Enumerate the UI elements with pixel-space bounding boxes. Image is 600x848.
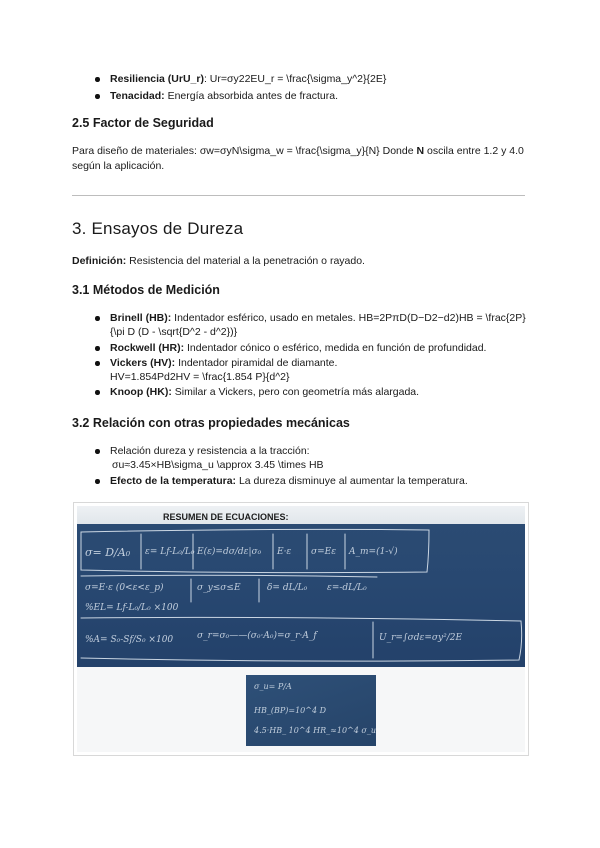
- svg-text:σ=Eε: σ=Eε: [311, 547, 337, 557]
- svg-text:E·ε: E·ε: [277, 547, 292, 557]
- safety-factor-paragraph: Para diseño de materiales: σw=σyN\sigma_w = \frac{\sigma_y}{N} Donde N oscila entre 1.2 y 4.0 según la aplicación.: [72, 145, 524, 172]
- svg-text:%EL= Lf-L₀/L₀ ×100: %EL= Lf-L₀/L₀ ×100: [85, 603, 179, 613]
- svg-text:ε= Lf-L₀/L₀: ε= Lf-L₀/L₀: [145, 547, 195, 557]
- svg-text:δ= dL/L₀: δ= dL/L₀: [267, 583, 308, 593]
- list-item: Knoop (HK): Similar a Vickers, pero con geometría más alargada.: [72, 385, 532, 399]
- svg-text:ε=-dL/L₀: ε=-dL/L₀: [327, 583, 367, 593]
- list-item: Vickers (HV): Indentador piramidal de diamante. HV=1.854Pd2HV = \frac{1.854 P}{d^2}: [72, 356, 355, 384]
- svg-text:4.5·HB_ 10^4 HR_≈10^4 σ_u: 4.5·HB_ 10^4 HR_≈10^4 σ_u: [254, 726, 376, 735]
- svg-text:σ= D/A₀: σ= D/A₀: [85, 546, 131, 559]
- board-header: [77, 506, 525, 526]
- svg-text:E(ε)=dσ/dε|σ₀: E(ε)=dσ/dε|σ₀: [197, 547, 262, 557]
- equations-summary-photo: [73, 502, 529, 756]
- list-item: Efecto de la temperatura: La dureza disminuye al aumentar la temperatura.: [72, 474, 532, 488]
- board-title: RESUMEN DE ECUACIONES:: [163, 512, 289, 522]
- methods-list: [72, 311, 532, 399]
- svg-text:σ_r=σ₀——(σ₀·A₀)=σ_r·A_f: σ_r=σ₀——(σ₀·A₀)=σ_r·A_f: [197, 631, 317, 641]
- svg-text:σ_y≤σ≤E: σ_y≤σ≤E: [197, 583, 241, 593]
- section-heading-3-2: 3.2 Relación con otras propiedades mecánicas: [72, 416, 350, 430]
- section-heading-3: 3. Ensayos de Dureza: [72, 219, 244, 238]
- chalk-equations-drawing: [77, 524, 525, 667]
- svg-text:σ_u= P/A: σ_u= P/A: [254, 682, 292, 691]
- svg-text:HB_(BP)=10^4 D: HB_(BP)=10^4 D: [254, 706, 326, 715]
- list-item: Tenacidad: Energía absorbida antes de fractura.: [72, 89, 532, 103]
- svg-text:U_r=∫σdε=σy²/2E: U_r=∫σdε=σy²/2E: [379, 633, 463, 643]
- svg-text:σ=E·ε (0<ε<ε_p): σ=E·ε (0<ε<ε_p): [85, 583, 164, 593]
- list-item: Relación dureza y resistencia a la tracción: σu≈3.45×HB\sigma_u \approx 3.45 \times HB: [72, 444, 532, 472]
- chalk-equations-detail-drawing: [246, 675, 376, 746]
- section-heading-3-1: 3.1 Métodos de Medición: [72, 283, 220, 297]
- relations-list: [72, 444, 532, 488]
- chalkboard: [77, 524, 525, 667]
- horizontal-divider: [72, 195, 525, 196]
- properties-list: [72, 72, 532, 103]
- list-item: Resiliencia (UrU_r): Ur=σy22EU_r = \frac{\sigma_y^2}{2E}: [72, 72, 532, 86]
- list-item: Rockwell (HR): Indentador cónico o esférico, medida en función de profundidad.: [72, 341, 532, 355]
- chalkboard-detail: [246, 675, 376, 746]
- svg-text:A_m=(1-√): A_m=(1-√): [349, 547, 398, 557]
- section-heading-2-5: 2.5 Factor de Seguridad: [72, 116, 214, 130]
- svg-text:%A= S₀-Sf/S₀ ×100: %A= S₀-Sf/S₀ ×100: [85, 635, 174, 645]
- definition-paragraph: Definición: Resistencia del material a la penetración o rayado.: [72, 255, 365, 267]
- list-item: Brinell (HB): Indentador esférico, usado en metales. HB=2PπD(D−D2−d2)HB = \frac{2P}{\pi D (D - \sqrt{D^2 - d^2})}: [72, 311, 532, 339]
